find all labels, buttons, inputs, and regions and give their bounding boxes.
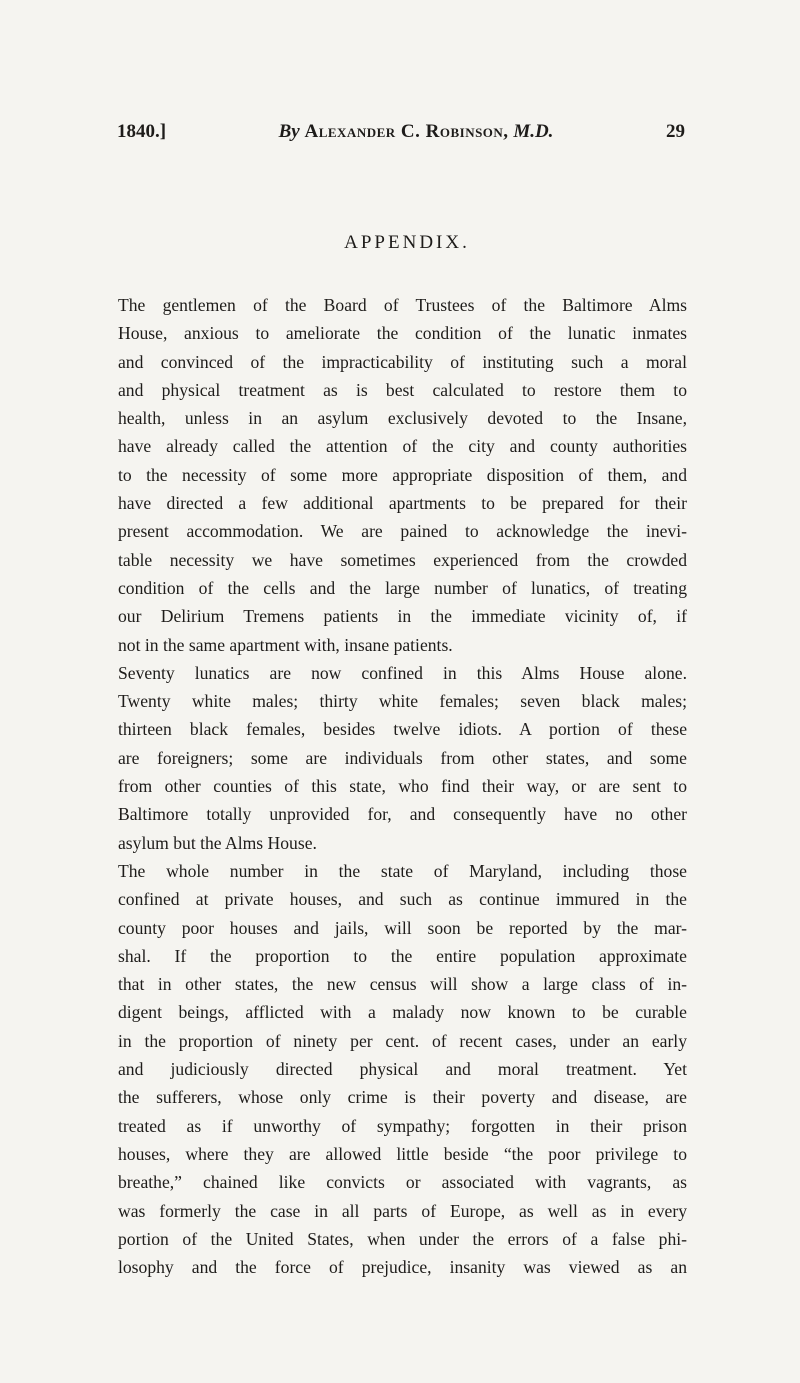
text-line: confined at private houses, and such as continue immured in the <box>118 889 687 910</box>
text-line: not in the same apartment with, insane patients. <box>118 634 453 655</box>
running-head <box>117 121 685 149</box>
text-line: that in other states, the new census will show a large class of in- <box>118 974 687 995</box>
text-line: digent beings, afflicted with a malady now known to be curable <box>118 1002 687 1023</box>
text-line: and judiciously directed physical and moral treatment. Yet <box>118 1059 687 1080</box>
text-line: condition of the cells and the large number of lunatics, of treating <box>118 577 687 598</box>
text-line: county poor houses and jails, will soon be reported by the mar- <box>118 917 687 938</box>
page-number: 29 <box>665 121 685 142</box>
running-head-title <box>279 121 554 143</box>
text-line: portion of the United States, when under the errors of a false phi- <box>118 1228 687 1249</box>
section-heading: APPENDIX. <box>344 232 470 253</box>
text-line: have already called the attention of the city and county authorities <box>118 436 687 457</box>
running-head-year: 1840.] <box>117 121 167 142</box>
body-text <box>118 291 687 1281</box>
text-line: in the proportion of ninety per cent. of recent cases, under an early <box>118 1030 687 1051</box>
text-line: table necessity we have sometimes experienced from the crowded <box>118 549 687 570</box>
text-line: Twenty white males; thirty white females; seven black males; <box>118 691 687 712</box>
text-line: treated as if unworthy of sympathy; forgotten in their prison <box>118 1115 687 1136</box>
text-line: losophy and the force of prejudice, insanity was viewed as an <box>118 1257 687 1278</box>
text-line: asylum but the Alms House. <box>118 832 317 853</box>
text-line: breathe,” chained like convicts or associated with vagrants, as <box>118 1172 687 1193</box>
text-line: shal. If the proportion to the entire population approximate <box>118 945 687 966</box>
text-line: was formerly the case in all parts of Europe, as well as in every <box>118 1200 687 1221</box>
text-line: our Delirium Tremens patients in the immediate vicinity of, if <box>118 606 687 627</box>
text-line: thirteen black females, besides twelve idiots. A portion of these <box>118 719 687 740</box>
running-head-author: Alexander C. Robinson, <box>304 121 509 142</box>
running-head-degree: M.D. <box>513 121 554 142</box>
text-line: and physical treatment as is best calculated to restore them to <box>118 379 687 400</box>
text-line: present accommodation. We are pained to acknowledge the inevi- <box>118 521 687 542</box>
running-head-prefix: By <box>278 121 300 142</box>
text-line: and convinced of the impracticability of instituting such a moral <box>118 351 687 372</box>
text-line: are foreigners; some are individuals from other states, and some <box>118 747 687 768</box>
text-line: have directed a few additional apartments to be prepared for their <box>118 493 687 514</box>
text-line: from other counties of this state, who find their way, or are sent to <box>118 776 687 797</box>
text-line: the sufferers, whose only crime is their poverty and disease, are <box>118 1087 687 1108</box>
text-line: Seventy lunatics are now confined in this Alms House alone. <box>118 662 687 683</box>
text-line: House, anxious to ameliorate the condition of the lunatic inmates <box>118 323 687 344</box>
text-line: to the necessity of some more appropriate disposition of them, and <box>118 464 687 485</box>
text-line: health, unless in an asylum exclusively devoted to the Insane, <box>118 408 687 429</box>
text-line: The gentlemen of the Board of Trustees of the Baltimore Alms <box>118 295 687 315</box>
text-line: houses, where they are allowed little beside “the poor privilege to <box>118 1143 687 1164</box>
text-line: The whole number in the state of Maryland, including those <box>118 860 687 881</box>
text-line: Baltimore totally unprovided for, and consequently have no other <box>118 804 687 825</box>
